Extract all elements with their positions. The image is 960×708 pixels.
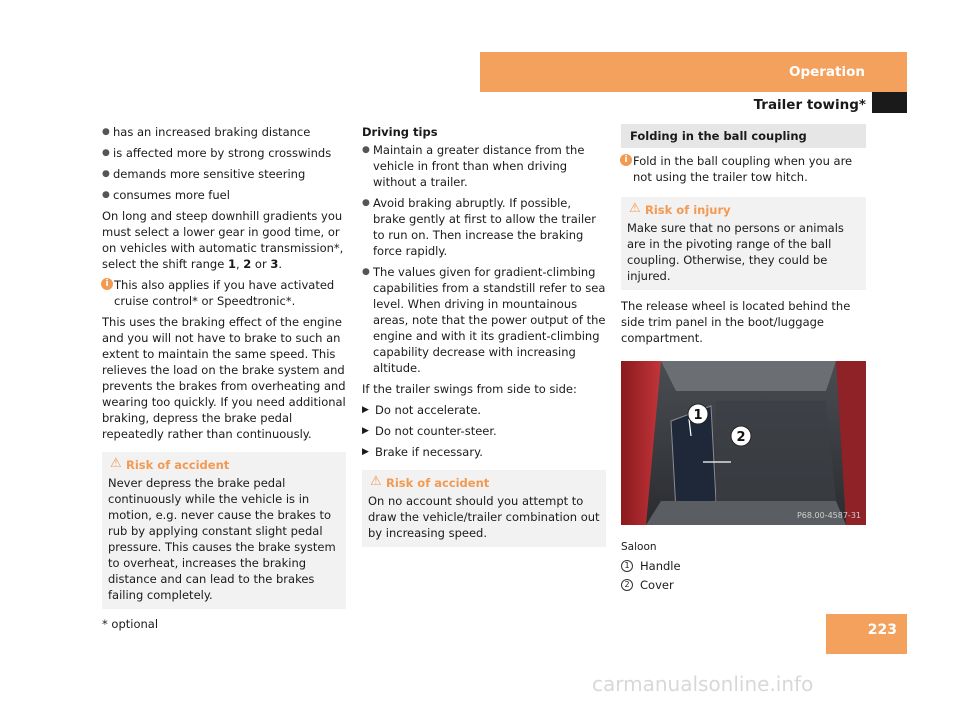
watermark: carmanualsonline.info xyxy=(592,672,814,696)
legend-number: 2 xyxy=(621,579,633,591)
photo-marker-1: 1 xyxy=(693,408,703,423)
driving-tips-heading: Driving tips xyxy=(362,125,438,139)
legend-item xyxy=(621,577,866,593)
step-item: ▶ Do not counter-steer. xyxy=(362,424,497,438)
footnote: * optional xyxy=(102,617,159,631)
photo-marker-2: 2 xyxy=(736,430,746,445)
legend-label: Cover xyxy=(640,578,674,592)
column-left xyxy=(102,124,346,614)
paragraph-trailer-swing: If the trailer swings from side to side: xyxy=(362,382,577,396)
warning-triangle-icon: ⚠ xyxy=(110,456,122,471)
list-item: ● Maintain a greater distance from the vehicle in front than when driving without a trailer. xyxy=(362,143,585,189)
boot-compartment-photo xyxy=(621,361,866,525)
step-arrow-icon: ▶ xyxy=(362,447,369,457)
list-item: ● Avoid braking abruptly. If possible, brake gently at first to allow the trailer to run on. Then increase the braking force rapidly. xyxy=(362,196,596,258)
warning-box xyxy=(621,197,866,290)
bullet-icon: ● xyxy=(362,145,370,155)
header-section-title: Operation xyxy=(788,64,865,80)
page-number-box xyxy=(826,614,907,654)
warning-triangle-icon: ⚠ xyxy=(629,201,641,216)
paragraph-gradients: On long and steep downhill gradients you must select a lower gear in good time, or on vehicles with automatic transmission*, select the shift range 1, 2 or 3. xyxy=(102,209,344,271)
warning-body: Never depress the brake pedal continuously while the vehicle is in motion, e.g. never cause the brakes to rub by applying constant slight pedal pressure. This causes the brake system to overheat, increases the braking distance and can lead to the brakes failing completely. xyxy=(108,476,336,602)
bullet-icon: ● xyxy=(102,169,110,179)
header-section-box xyxy=(480,52,907,92)
column-right xyxy=(621,124,866,596)
photo-caption: Saloon xyxy=(621,541,657,553)
step-arrow-icon: ▶ xyxy=(362,426,369,436)
info-icon: i xyxy=(101,278,113,290)
info-note: i Fold in the ball coupling when you are not using the trailer tow hitch. xyxy=(621,153,866,185)
warning-title: Risk of injury xyxy=(645,203,731,217)
bullet-icon: ● xyxy=(362,267,370,277)
warning-triangle-icon: ⚠ xyxy=(370,474,382,489)
bullet-icon: ● xyxy=(102,148,110,158)
list-item: ● consumes more fuel xyxy=(102,188,230,202)
step-arrow-icon: ▶ xyxy=(362,405,369,415)
header-thumb-tab xyxy=(872,92,907,113)
list-item: ● is affected more by strong crosswinds xyxy=(102,146,332,160)
warning-body: Make sure that no persons or animals are in the pivoting range of the ball coupling. Otherwise, they could be injured. xyxy=(627,221,844,283)
warning-title: Risk of accident xyxy=(126,458,230,472)
list-item: ● The values given for gradient-climbing capabilities from a standstill refer to sea level. When driving in mountainous areas, note that the power output of the engine and with it its gradient-climbing capability decrease with increasing altitude. xyxy=(362,265,606,375)
warning-box xyxy=(362,470,606,547)
info-icon: i xyxy=(620,154,632,166)
header-subsection-title: Trailer towing* xyxy=(753,97,866,113)
paragraph-release-wheel: The release wheel is located behind the side trim panel in the boot/luggage compartment. xyxy=(621,299,851,345)
legend-item xyxy=(621,558,866,574)
legend-label: Handle xyxy=(640,559,681,573)
step-item: ▶ Do not accelerate. xyxy=(362,403,482,417)
warning-body: On no account should you attempt to draw the vehicle/trailer combination out by increasing speed. xyxy=(368,494,600,540)
bullet-icon: ● xyxy=(362,198,370,208)
warning-box xyxy=(102,452,346,609)
step-item: ▶ Brake if necessary. xyxy=(362,445,483,459)
column-middle xyxy=(362,124,606,552)
info-note: i This also applies if you have activated cruise control* or Speedtronic*. xyxy=(102,277,346,309)
paragraph-engine-braking: This uses the braking effect of the engine and you will not have to brake to such an extent to maintain the same speed. This relieves the load on the brake system and prevents the brakes from overheating and wearing too quickly. If you need additional braking, depress the brake pedal repeatedly rather than continuously. xyxy=(102,315,346,441)
photo-code: P68.00-4587-31 xyxy=(796,511,861,520)
section-title-bar: Folding in the ball coupling xyxy=(621,124,866,148)
bullet-icon: ● xyxy=(102,190,110,200)
list-item: ● has an increased braking distance xyxy=(102,125,311,139)
warning-title: Risk of accident xyxy=(386,476,490,490)
bullet-icon: ● xyxy=(102,127,110,137)
list-item: ● demands more sensitive steering xyxy=(102,167,306,181)
page-number: 223 xyxy=(867,622,897,638)
legend-number: 1 xyxy=(621,560,633,572)
